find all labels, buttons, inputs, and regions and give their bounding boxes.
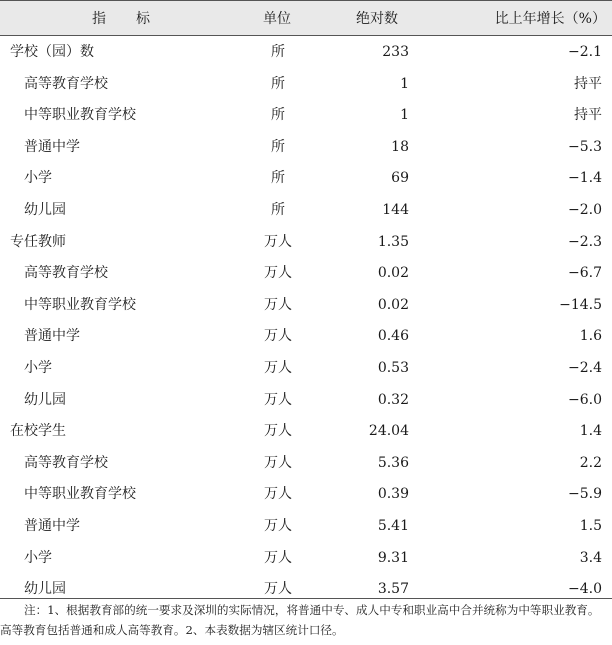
row-value: 1.35	[377, 233, 409, 250]
row-change: −2.3	[568, 233, 602, 250]
table-row	[0, 194, 612, 226]
table-row	[0, 226, 612, 258]
table-note	[0, 600, 612, 640]
row-name: 高等教育学校	[24, 454, 108, 471]
table-header	[0, 0, 612, 36]
row-change: −2.1	[568, 44, 602, 60]
row-unit: 万人	[264, 581, 292, 598]
row-value: 1	[400, 75, 409, 92]
row-name: 小学	[24, 549, 52, 566]
row-value: 69	[391, 170, 409, 187]
row-name: 中等职业教育学校	[24, 296, 136, 313]
table-row	[0, 352, 612, 384]
row-value: 0.46	[377, 328, 409, 345]
row-unit: 所	[271, 75, 285, 92]
table-row	[0, 384, 612, 416]
table-row	[0, 162, 612, 194]
row-value: 18	[391, 138, 409, 155]
note-line-2: 高等教育包括普通和成人高等教育。2、本表数据为辖区统计口径。	[0, 623, 344, 637]
row-change: −14.5	[559, 296, 602, 313]
row-name: 中等职业教育学校	[24, 486, 136, 503]
row-change: 1.6	[579, 328, 602, 345]
header-absolute: 绝对数	[356, 11, 398, 27]
table-row	[0, 36, 612, 68]
row-change: −4.0	[568, 581, 602, 598]
row-value: 24.04	[368, 423, 409, 440]
table-row	[0, 68, 612, 100]
table-row	[0, 99, 612, 131]
row-change: −5.3	[568, 138, 602, 155]
row-name: 高等教育学校	[24, 265, 108, 282]
row-value: 233	[382, 44, 409, 60]
row-value: 144	[382, 201, 409, 218]
row-unit: 万人	[264, 391, 292, 408]
row-value: 1	[400, 107, 409, 124]
row-change: 2.2	[579, 454, 602, 471]
row-unit: 万人	[264, 296, 292, 313]
row-name: 学校（园）数	[10, 44, 94, 60]
row-name: 中等职业教育学校	[24, 107, 136, 124]
row-value: 0.02	[377, 296, 409, 313]
table-row	[0, 289, 612, 321]
row-value: 0.32	[377, 391, 409, 408]
row-unit: 所	[271, 44, 285, 60]
row-name: 小学	[24, 359, 52, 376]
row-change: 1.5	[579, 517, 602, 534]
table-row	[0, 478, 612, 510]
row-name: 高等教育学校	[24, 75, 108, 92]
header-change: 比上年增长（%）	[494, 11, 606, 27]
row-change: 持平	[574, 75, 602, 92]
row-value: 0.53	[377, 359, 409, 376]
row-name: 普通中学	[24, 517, 80, 534]
row-unit: 所	[271, 170, 285, 187]
row-unit: 所	[271, 138, 285, 155]
row-name: 在校学生	[10, 423, 66, 440]
row-unit: 万人	[264, 423, 292, 440]
row-value: 5.36	[377, 454, 409, 471]
table-body	[0, 36, 612, 605]
note-line-1: 注：1、根据教育部的统一要求及深圳的实际情况，将普通中专、成人中专和职业高中合并统称为中等职业教育。	[24, 603, 600, 617]
table-row	[0, 257, 612, 289]
row-unit: 万人	[264, 265, 292, 282]
row-name: 幼儿园	[24, 201, 66, 218]
row-change: −2.0	[568, 201, 602, 218]
row-change: −6.0	[568, 391, 602, 408]
table-row	[0, 447, 612, 479]
row-change: −1.4	[568, 170, 602, 187]
footer-divider	[0, 598, 612, 599]
row-name: 幼儿园	[24, 391, 66, 408]
row-unit: 万人	[264, 486, 292, 503]
row-name: 普通中学	[24, 328, 80, 345]
row-value: 5.41	[377, 517, 409, 534]
row-name: 专任教师	[10, 233, 66, 250]
row-unit: 万人	[264, 549, 292, 566]
row-change: 3.4	[579, 549, 602, 566]
row-unit: 万人	[264, 517, 292, 534]
row-unit: 所	[271, 107, 285, 124]
row-value: 0.39	[377, 486, 409, 503]
row-value: 9.31	[377, 549, 409, 566]
row-name: 普通中学	[24, 138, 80, 155]
row-change: −2.4	[568, 359, 602, 376]
row-change: −5.9	[568, 486, 602, 503]
table-row	[0, 320, 612, 352]
row-unit: 所	[271, 201, 285, 218]
row-change: −6.7	[568, 265, 602, 282]
row-unit: 万人	[264, 454, 292, 471]
row-change: 持平	[574, 107, 602, 124]
table-row	[0, 131, 612, 163]
row-name: 幼儿园	[24, 581, 66, 598]
table-row	[0, 542, 612, 574]
row-change: 1.4	[579, 423, 602, 440]
header-indicator: 指标	[92, 11, 180, 27]
header-unit: 单位	[263, 11, 291, 27]
row-unit: 万人	[264, 328, 292, 345]
table-row	[0, 415, 612, 447]
row-unit: 万人	[264, 233, 292, 250]
row-name: 小学	[24, 170, 52, 187]
row-value: 3.57	[377, 581, 409, 598]
table-row	[0, 510, 612, 542]
row-value: 0.02	[377, 265, 409, 282]
row-unit: 万人	[264, 359, 292, 376]
